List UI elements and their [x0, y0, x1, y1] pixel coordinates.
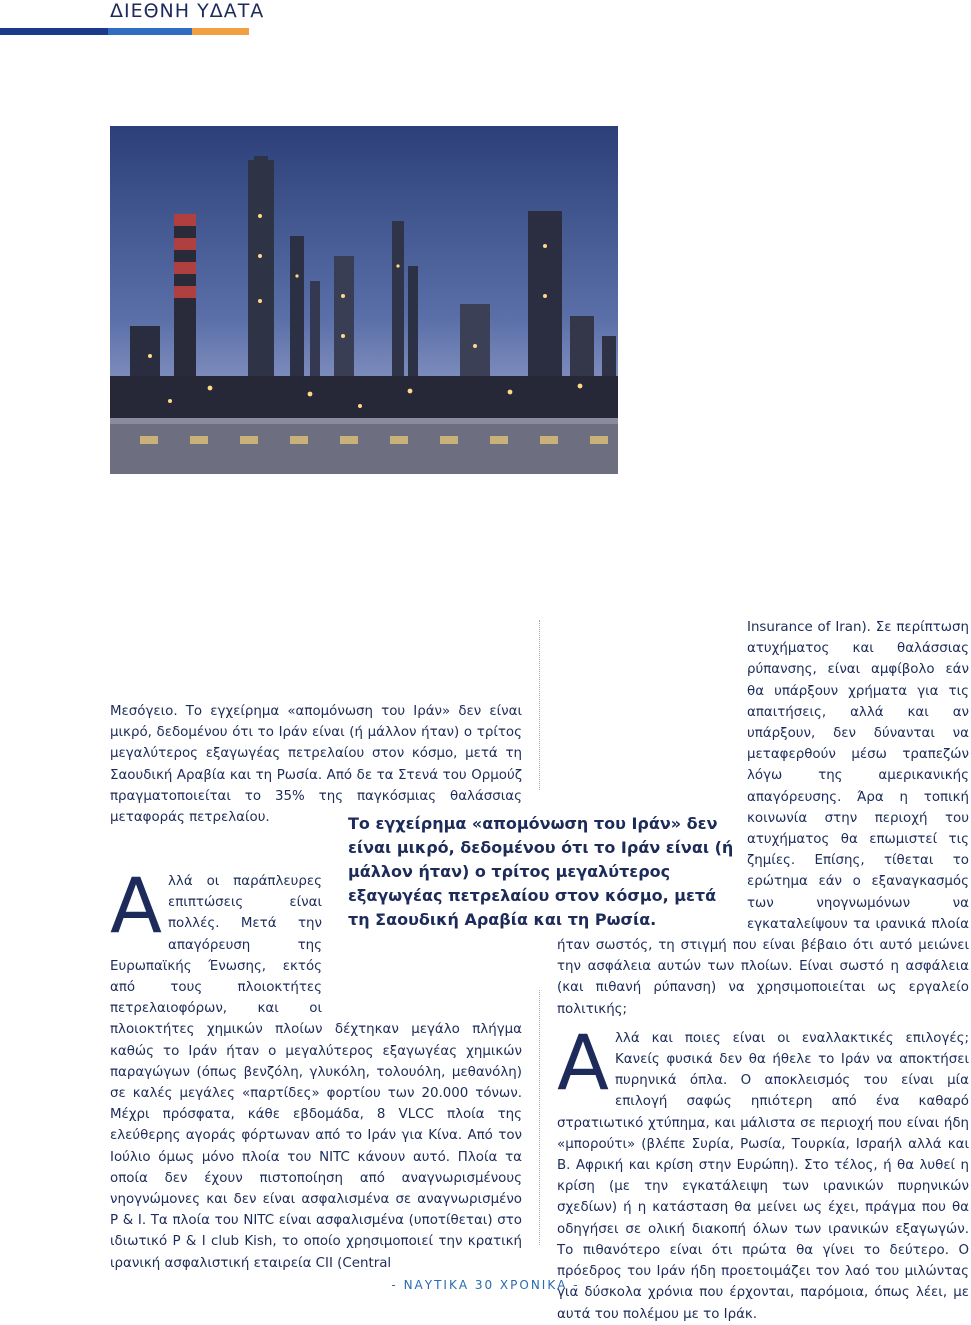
right-column: [557, 617, 969, 1325]
section-title: ΔΙΕΘΝΗ ΥΔΑΤΑ: [110, 0, 265, 22]
right-paragraph-1: Insurance of Iran). Σε περίπτωση ατυχήματος και θαλάσσιας ρύπανσης, είναι αμφίβολο εάν θα υπάρξουν χρήματα για τις απαιτήσεις, αλλά και αν υπάρξουν, δεν δύνανται να μεταφερθούν μέσω τραπεζών λόγω της αμερικανικής απαγόρευσης. Άρα η τοπική κοινωνία στην περιοχή του ατυχήματος θα επωμιστεί τις ζημίες. Επίσης, τίθεται το ερώτημα εάν ο εξαναγκασμός των νηογνωμόνων να εγκαταλείψουν τα ιρανικά πλοία ήταν σωστός, τη στιγμή που είναι βέβαιο ότι αυτό μειώνει την ασφάλεια αυτών των πλοίων. Είναι σωστό η ασφάλεια (και πιθανή ρύπανση) να χρησιμοποιείται ως εργαλείο πολιτικής;: [557, 620, 969, 1017]
left-paragraph-2: λλά οι παράπλευρες επιπτώσεις είναι πολλές. Μετά την απαγόρευση της Ευρωπαϊκής Ένωσης, εκτός από τους πλοιοκτήτες πετρελαιοφόρων, και οι πλοιοκτήτες χημικών πλοίων δέχτηκαν μεγάλο πλήγμα καθώς το Ιράν ήταν ο μεγαλύτερος εξαγωγέας χημικών παραγώγων (όπως βενζόλη, γλυκόλη, τολουόλη, μεθανόλη) σε καλές μεγάλες «παρτίδες» φορτίου των 20.000 τόνων. Μέχρι πρόσφατα, κάθε εβδομάδα, 8 VLCC πλοία της ελεύθερης αγοράς φόρτωναν από το Ιράν για Κίνα. Από τον Ιούλιο όμως μόνο πλοία του NITC κάνουν αυτό. Πλοία τα οποία δεν έχουν πιστοποίηση από αναγνωρισμένους νηογνώμονες και δεν είναι ασφαλισμένα σε αναγνωρισμένο P & I. Τα πλοία του NITC είναι ασφαλισμένα (υποτίθεται) στο ιδιωτικό P & I club Kish, το οποίο χρησιμοποιεί την κρατική ιρανική ασφαλιστική εταιρεία CII (Central: [110, 874, 522, 1271]
right-paragraph-2: λλά και ποιες είναι οι εναλλακτικές επιλογές; Κανείς φυσικά δεν θα ήθελε το Ιράν να αποκτήσει πυρηνικά όπλα. Ο αποκλεισμός του είναι μία επιλογή σαφώς ηπιότερη από ένα καθαρό στρατιωτικό χτύπημα, και μάλιστα σε περιοχή που είναι ήδη «μπορούτι» (βλέπε Συρία, Ρωσία, Τουρκία, Ισραήλ αλλά και Β. Αφρική και κρίση στην Ευρώπη). Στο τέλος, ή θα λυθεί η κρίση (με την εγκατάλειψη των ιρανικών πυρηνικών σχεδίων) ή η κατάσταση θα μείνει ως έχει, πράγμα που θα οδηγήσει σε ολική διακοπή όλων των ιρανικών εξαγωγών. Το πιθανότερο είναι ότι πρώτα θα γίνει το δεύτερο. Ο πρόεδρος του Ιράν ήδη προετοιμάζει τον λαό του μιλώντας για δύσκολα χρόνια που έρχονται, παρόμοια, όπως λέει, με αυτά του πολέμου με το Ιράκ.: [557, 1030, 969, 1322]
right-dropcap: Α: [557, 1017, 609, 1107]
header-rule-blue: [108, 28, 192, 35]
column-divider-upper: [539, 620, 540, 790]
pull-quote-spacer-right: [557, 785, 747, 933]
header-rule-orange: [192, 28, 249, 35]
page-footer: - ΝΑΥΤΙΚΑ 30 ΧΡΟΝΙΚΑ -: [391, 1278, 580, 1292]
pull-quote: Το εγχείρημα «απομόνωση του Ιράν» δεν είναι μικρό, δεδομένου ότι το Ιράν είναι (ή μάλλον ήταν) ο τρίτος μεγαλύτερος εξαγωγέας πετρελαίου στον κόσμο, μετά τη Σαουδική Αραβία και τη Ρωσία.: [348, 814, 734, 929]
column-divider-lower: [539, 990, 540, 1245]
header-rule-dark: [0, 28, 108, 35]
left-dropcap: Α: [110, 861, 162, 950]
left-paragraph-1: Μεσόγειο. Το εγχείρημα «απομόνωση του Ιράν» δεν είναι μικρό, δεδομένου ότι το Ιράν είναι (ή μάλλον ήταν) ο τρίτος μεγαλύτερος εξαγωγέας πετρελαίου στον κόσμο, μετά τη Σαουδική Αραβία και τη Ρωσία. Από δε τα Στενά του Ορμούζ πραγματοποιείται το 35% της παγκόσμιας θαλάσσιας μεταφοράς πετρελαίου.: [110, 704, 522, 826]
left-column: [110, 701, 522, 828]
refinery-photo: [110, 126, 618, 474]
